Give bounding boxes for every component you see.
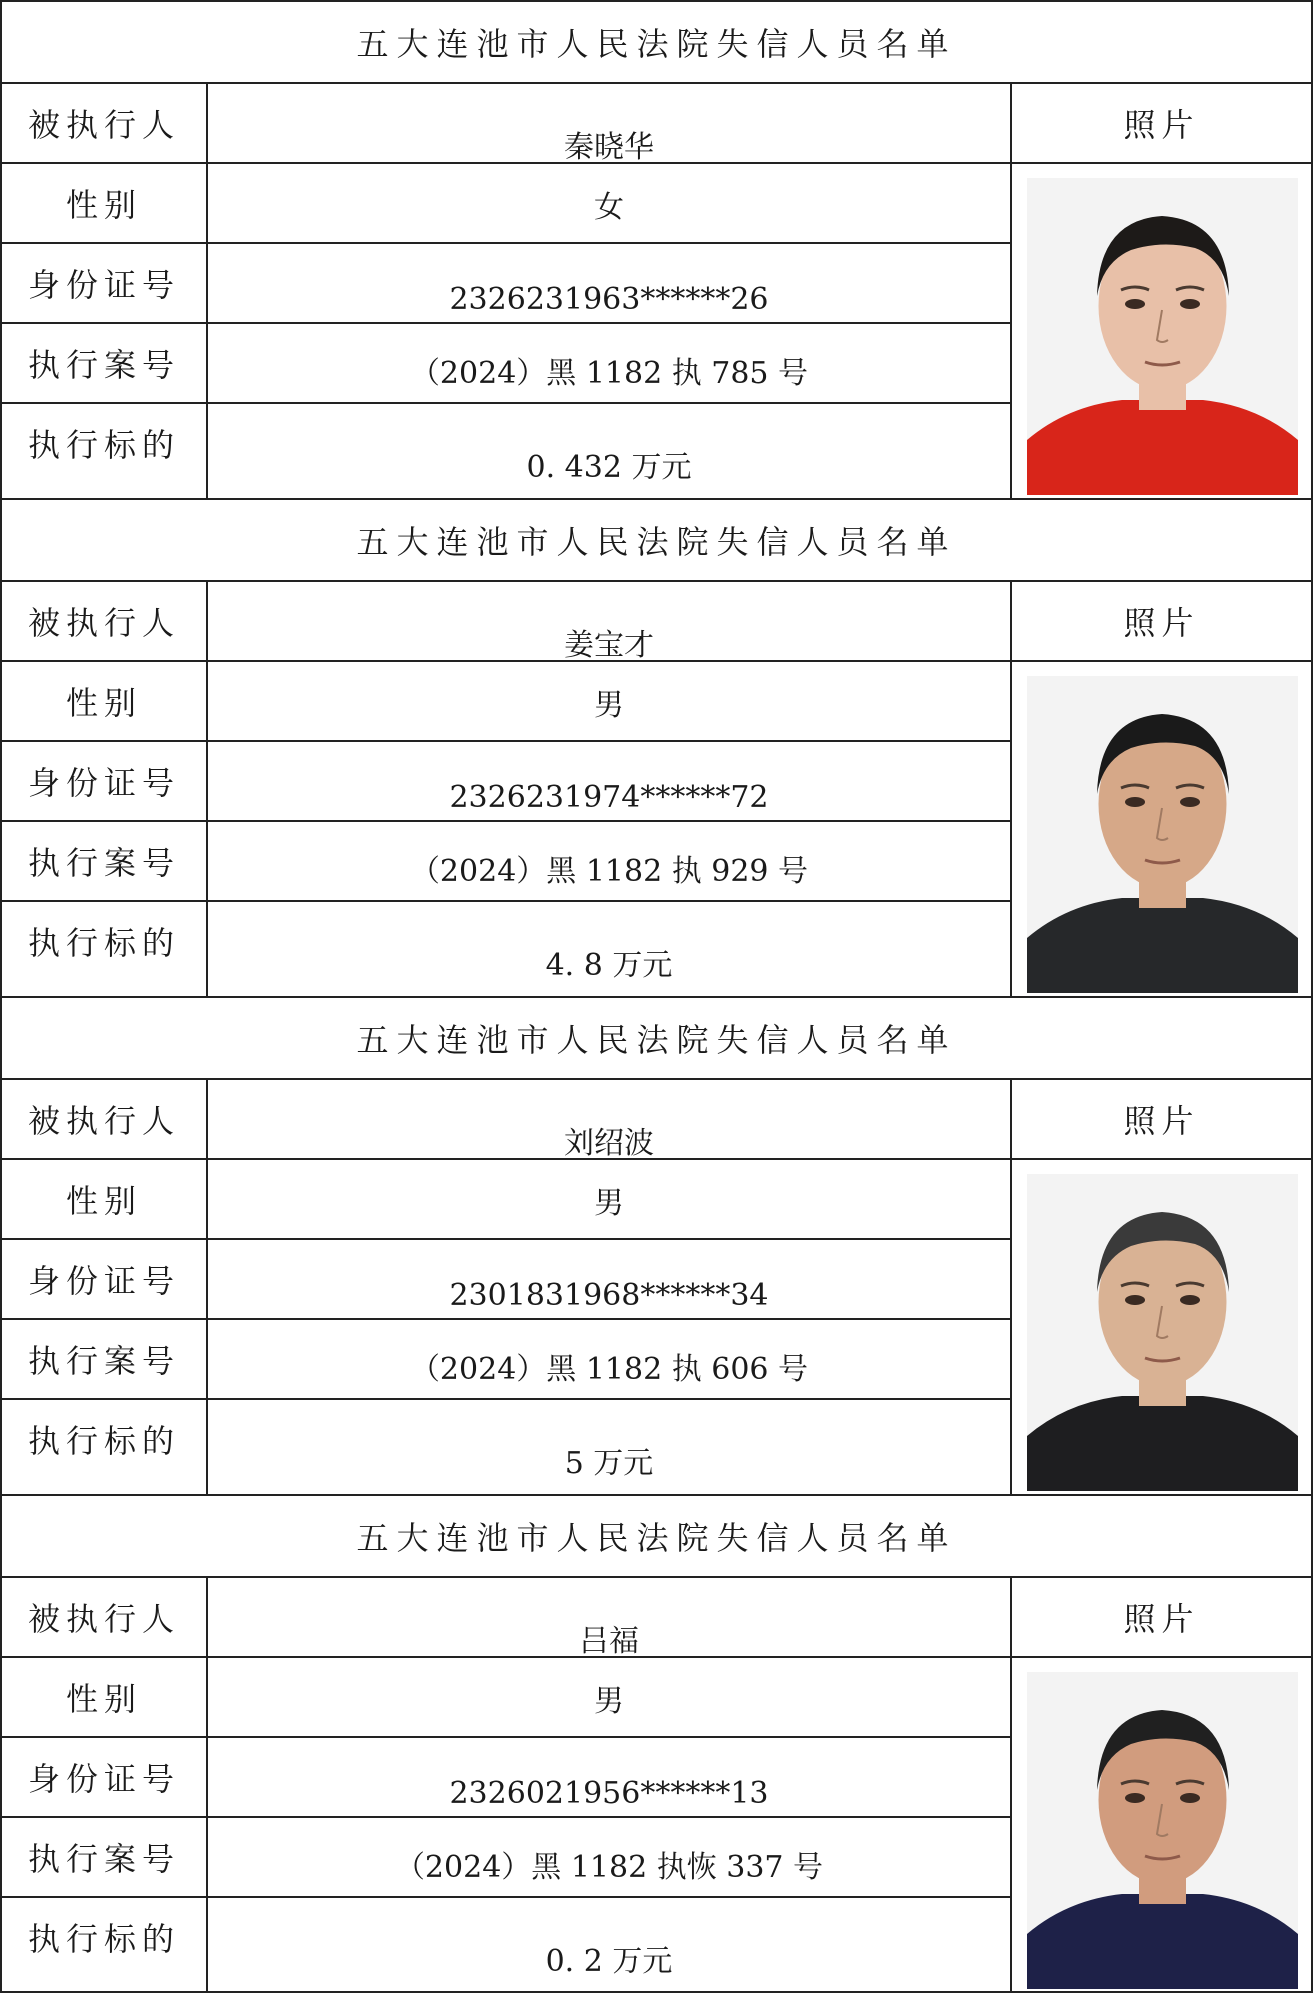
record-block: [0, 0, 1313, 498]
label-name: 被执行人: [0, 580, 206, 660]
photo-cell: [1010, 660, 1313, 996]
photo-header: 照片: [1010, 1576, 1313, 1656]
value-amount: 5 万元: [206, 1398, 1010, 1494]
value-case: （2024）黑 1182 执恢 337 号: [206, 1816, 1010, 1896]
label-name: 被执行人: [0, 82, 206, 162]
portrait-illustration: [1027, 178, 1298, 495]
label-id: 身份证号: [0, 1736, 206, 1816]
value-case: （2024）黑 1182 执 606 号: [206, 1318, 1010, 1398]
value-case: （2024）黑 1182 执 929 号: [206, 820, 1010, 900]
photo-cell: [1010, 1158, 1313, 1494]
label-gender: 性别: [0, 1656, 206, 1736]
value-amount: 4. 8 万元: [206, 900, 1010, 996]
value-gender: 女: [206, 162, 1010, 242]
label-name: 被执行人: [0, 1078, 206, 1158]
photo-header: 照片: [1010, 580, 1313, 660]
label-amount: 执行标的: [0, 900, 206, 996]
portrait-illustration: [1027, 1672, 1298, 1989]
portrait-illustration: [1027, 676, 1298, 993]
list-title: 五大连池市人民法院失信人员名单: [0, 0, 1313, 82]
label-id: 身份证号: [0, 242, 206, 322]
label-case: 执行案号: [0, 322, 206, 402]
value-name: 姜宝才: [206, 580, 1010, 660]
label-name: 被执行人: [0, 1576, 206, 1656]
record-block: [0, 1494, 1313, 1992]
value-amount: 0. 2 万元: [206, 1896, 1010, 1992]
value-id: 2301831968******34: [206, 1238, 1010, 1318]
label-gender: 性别: [0, 162, 206, 242]
value-name: 秦晓华: [206, 82, 1010, 162]
value-gender: 男: [206, 1656, 1010, 1736]
photo-header: 照片: [1010, 82, 1313, 162]
photo-cell: [1010, 162, 1313, 498]
record-block: [0, 996, 1313, 1494]
label-id: 身份证号: [0, 1238, 206, 1318]
person-photo: [1027, 1174, 1298, 1491]
photo-cell: [1010, 1656, 1313, 1992]
label-amount: 执行标的: [0, 1398, 206, 1494]
value-gender: 男: [206, 1158, 1010, 1238]
label-gender: 性别: [0, 660, 206, 740]
person-photo: [1027, 178, 1298, 495]
portrait-illustration: [1027, 1174, 1298, 1491]
value-gender: 男: [206, 660, 1010, 740]
label-case: 执行案号: [0, 1816, 206, 1896]
list-title: 五大连池市人民法院失信人员名单: [0, 1494, 1313, 1576]
label-amount: 执行标的: [0, 402, 206, 498]
label-id: 身份证号: [0, 740, 206, 820]
value-name: 刘绍波: [206, 1078, 1010, 1158]
list-title: 五大连池市人民法院失信人员名单: [0, 498, 1313, 580]
value-case: （2024）黑 1182 执 785 号: [206, 322, 1010, 402]
value-amount: 0. 432 万元: [206, 402, 1010, 498]
person-photo: [1027, 1672, 1298, 1989]
person-photo: [1027, 676, 1298, 993]
label-case: 执行案号: [0, 1318, 206, 1398]
label-case: 执行案号: [0, 820, 206, 900]
record-block: [0, 498, 1313, 996]
photo-header: 照片: [1010, 1078, 1313, 1158]
list-title: 五大连池市人民法院失信人员名单: [0, 996, 1313, 1078]
value-id: 2326231974******72: [206, 740, 1010, 820]
value-id: 2326231963******26: [206, 242, 1010, 322]
value-name: 吕福: [206, 1576, 1010, 1656]
label-gender: 性别: [0, 1158, 206, 1238]
value-id: 2326021956******13: [206, 1736, 1010, 1816]
label-amount: 执行标的: [0, 1896, 206, 1992]
